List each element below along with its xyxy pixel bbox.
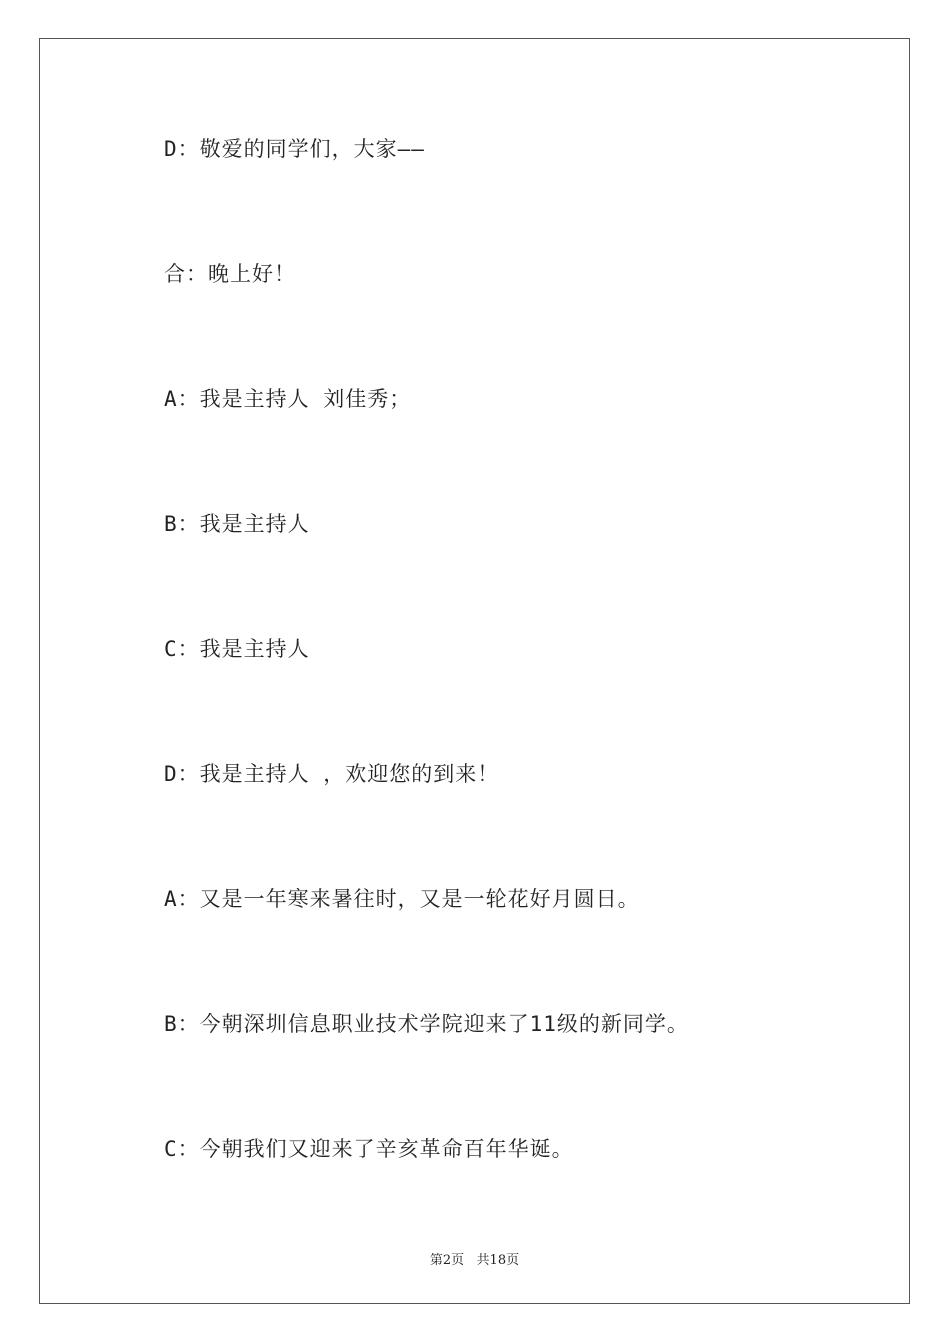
page-footer: 第2页 共18页 [429, 1253, 520, 1268]
document-page [39, 38, 910, 1304]
script-line: A：我是主持人 刘佳秀； [164, 387, 412, 411]
script-line: A：又是一年寒来暑往时，又是一轮花好月圆日。 [164, 887, 640, 911]
script-line: D：我是主持人 ，欢迎您的到来！ [164, 762, 500, 786]
script-line: C：我是主持人 [164, 637, 310, 661]
script-line: B：我是主持人 [164, 512, 310, 536]
script-line: C：今朝我们又迎来了辛亥革命百年华诞。 [164, 1137, 574, 1161]
script-line: 合：晚上好！ [164, 262, 296, 286]
script-line: D：敬爱的同学们，大家—— [164, 137, 425, 161]
script-line: B：今朝深圳信息职业技术学院迎来了11级的新同学。 [164, 1012, 689, 1036]
